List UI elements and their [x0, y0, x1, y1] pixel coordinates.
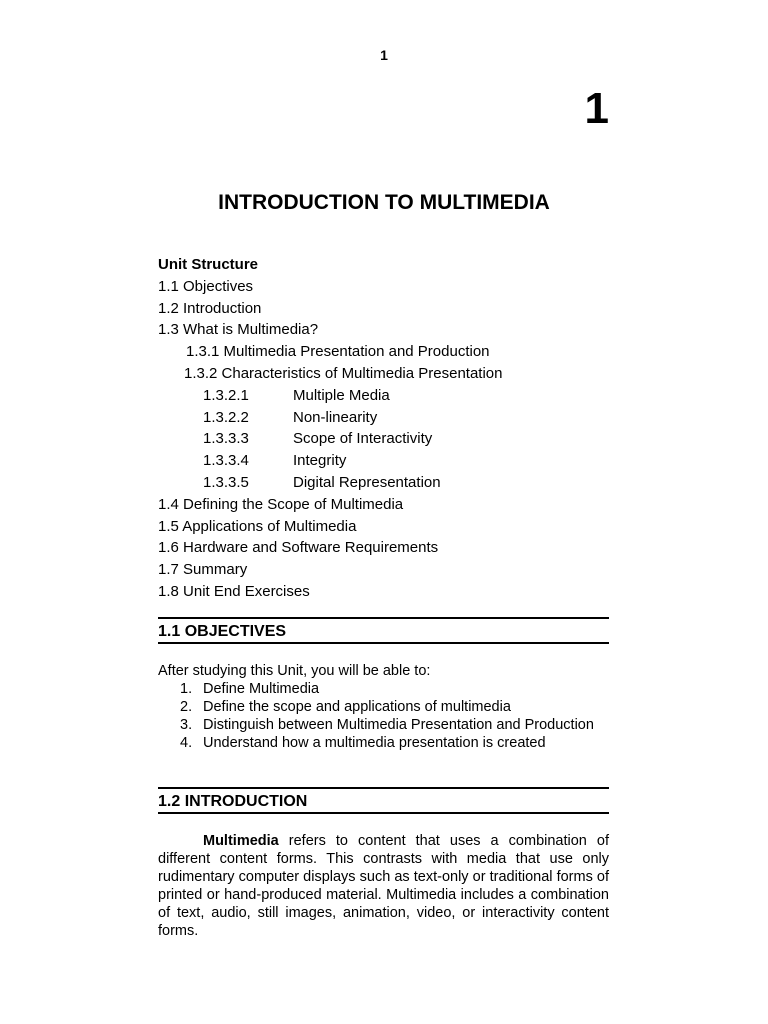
toc-item: 1.4 Defining the Scope of Multimedia — [158, 495, 404, 513]
toc-subsubitem-number: 1.3.2.1 — [203, 386, 249, 404]
toc-subsubitem — [158, 472, 609, 494]
toc-subsubitem-number: 1.3.3.4 — [203, 452, 249, 470]
list-item-number: 1. — [180, 681, 193, 697]
objectives-block — [158, 662, 609, 752]
page-number: 1 — [380, 47, 388, 63]
toc-subitem: 1.3.1 Multimedia Presentation and Production — [186, 343, 490, 361]
toc-item: 1.5 Applications of Multimedia — [158, 517, 357, 535]
list-item-text: Distinguish between Multimedia Presentation and Production — [203, 717, 594, 733]
list-item-text: Understand how a multimedia presentation is created — [203, 735, 546, 751]
objectives-heading: 1.1 OBJECTIVES — [158, 617, 609, 644]
toc-item: 1.7 Summary — [158, 561, 248, 579]
toc-subsubitem-number: 1.3.3.3 — [203, 430, 249, 448]
list-item — [158, 698, 609, 716]
introduction-term: Multimedia — [203, 833, 279, 849]
list-item — [158, 680, 609, 698]
introduction-body: refers to content that uses a combination of different content forms. This contrasts with media that use only rudimentary computer displays such as text-only or traditional forms of printed or hand-produced material. Multimedia includes a combination of text, audio, still images, animation, video, or interactivity content forms. — [158, 833, 609, 939]
chapter-title: INTRODUCTION TO MULTIMEDIA — [218, 191, 550, 214]
unit-structure — [158, 254, 609, 603]
toc-subsubitem — [158, 407, 609, 429]
list-item-text: Define the scope and applications of multimedia — [203, 699, 511, 715]
objectives-list — [158, 680, 609, 752]
toc-subsubitem-label: Non-linearity — [293, 408, 378, 426]
toc-subsubitem — [158, 450, 609, 472]
list-item-text: Define Multimedia — [203, 681, 320, 697]
toc-item: 1.1 Objectives — [158, 277, 254, 295]
toc-subsubitem-label: Integrity — [293, 452, 347, 470]
objectives-intro: After studying this Unit, you will be able to: — [158, 663, 431, 679]
toc-item: 1.2 Introduction — [158, 299, 262, 317]
toc-item: 1.3 What is Multimedia? — [158, 321, 319, 339]
chapter-number: 1 — [584, 84, 609, 133]
introduction-paragraph — [158, 832, 609, 940]
toc-subsubitem-label: Digital Representation — [293, 473, 441, 491]
list-item-number: 4. — [180, 735, 193, 751]
toc-item: 1.6 Hardware and Software Requirements — [158, 539, 439, 557]
toc-subsubitem-label: Scope of Interactivity — [293, 430, 433, 448]
toc-subsubitem — [158, 385, 609, 407]
list-item — [158, 716, 609, 734]
toc-subsubitem-number: 1.3.2.2 — [203, 408, 249, 426]
list-item — [158, 734, 609, 752]
list-item-number: 2. — [180, 699, 193, 715]
toc-subsubitem-label: Multiple Media — [293, 386, 390, 404]
introduction-heading: 1.2 INTRODUCTION — [158, 787, 609, 814]
toc-subitem: 1.3.2 Characteristics of Multimedia Presentation — [184, 364, 503, 382]
unit-structure-heading: Unit Structure — [158, 256, 259, 273]
toc-subsubitem-number: 1.3.3.5 — [203, 473, 249, 491]
toc-subsubitem — [158, 428, 609, 450]
list-item-number: 3. — [180, 717, 193, 733]
toc-item: 1.8 Unit End Exercises — [158, 582, 310, 600]
